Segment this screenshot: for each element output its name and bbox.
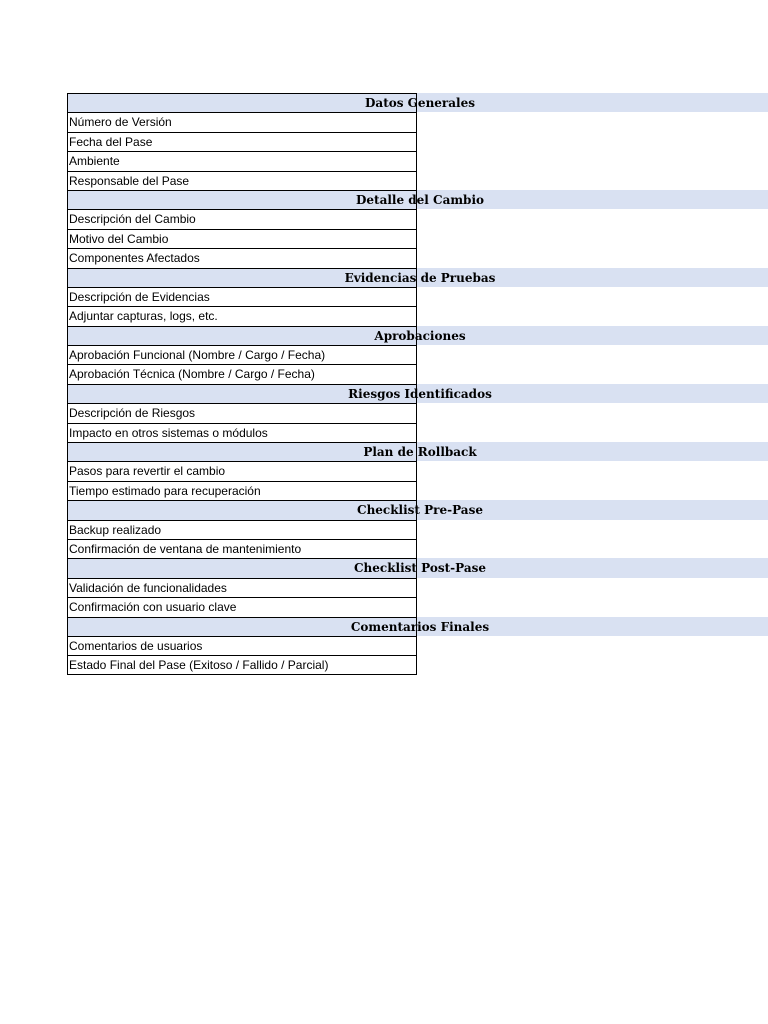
item-label-cell[interactable]: Motivo del Cambio — [67, 229, 417, 248]
section-header-row — [67, 190, 768, 209]
item-label-cell[interactable]: Descripción de Riesgos — [67, 403, 417, 422]
item-row — [67, 461, 768, 480]
section-title-wrap — [68, 94, 768, 112]
item-label-cell[interactable]: Descripción de Evidencias — [67, 287, 417, 306]
item-label-cell[interactable]: Estado Final del Pase (Exitoso / Fallido / Parcial) — [67, 655, 417, 674]
item-row — [67, 655, 768, 674]
section-header-cell[interactable] — [67, 442, 477, 461]
item-row — [67, 520, 768, 539]
section-title-wrap — [68, 385, 768, 403]
item-row — [67, 229, 768, 248]
item-label-cell[interactable]: Componentes Afectados — [67, 248, 417, 267]
section-title: Plan de Rollback — [363, 445, 477, 460]
section-title-wrap — [68, 443, 768, 461]
section-header-row — [67, 558, 768, 577]
item-label-cell[interactable]: Número de Versión — [67, 112, 417, 131]
item-label-cell[interactable]: Responsable del Pase — [67, 171, 417, 190]
section-header-cell[interactable] — [67, 617, 490, 636]
item-row — [67, 578, 768, 597]
item-label-cell[interactable]: Ambiente — [67, 151, 417, 170]
item-row — [67, 112, 768, 131]
spreadsheet-table — [67, 93, 768, 675]
section-header-row — [67, 93, 768, 112]
item-label-cell[interactable]: Aprobación Técnica (Nombre / Cargo / Fecha) — [67, 364, 417, 383]
section-title: Detalle del Cambio — [355, 192, 485, 207]
item-label-cell[interactable]: Confirmación de ventana de mantenimiento — [67, 539, 417, 558]
section-header-row — [67, 268, 768, 287]
item-row — [67, 423, 768, 442]
section-header-row — [67, 442, 768, 461]
section-header-cell[interactable] — [67, 93, 475, 112]
item-row — [67, 171, 768, 190]
item-label-cell[interactable]: Backup realizado — [67, 520, 417, 539]
item-label-cell[interactable]: Descripción del Cambio — [67, 209, 417, 228]
item-row — [67, 209, 768, 228]
item-label-cell[interactable]: Fecha del Pase — [67, 132, 417, 151]
item-row — [67, 481, 768, 500]
item-row — [67, 636, 768, 655]
item-label-cell[interactable]: Aprobación Funcional (Nombre / Cargo / Fecha) — [67, 345, 417, 364]
section-header-cell[interactable] — [67, 384, 492, 403]
section-header-row — [67, 617, 768, 636]
section-header-cell[interactable] — [67, 500, 483, 519]
item-row — [67, 306, 768, 325]
section-title-wrap — [68, 327, 768, 345]
section-title: Riesgos Identificados — [348, 386, 492, 401]
section-title-wrap — [68, 618, 768, 636]
section-header-row — [67, 500, 768, 519]
item-row — [67, 151, 768, 170]
section-title-wrap — [68, 191, 768, 209]
item-row — [67, 345, 768, 364]
item-label-cell[interactable]: Impacto en otros sistemas o módulos — [67, 423, 417, 442]
section-title: Datos Generales — [365, 96, 475, 110]
section-header-row — [67, 384, 768, 403]
item-row — [67, 132, 768, 151]
item-row — [67, 364, 768, 383]
item-label-cell[interactable]: Adjuntar capturas, logs, etc. — [67, 306, 417, 325]
item-label-cell[interactable]: Validación de funcionalidades — [67, 578, 417, 597]
section-title: Checklist Pre-Pase — [357, 503, 483, 518]
item-row — [67, 597, 768, 616]
section-title: Comentarios Finales — [350, 619, 490, 634]
item-row — [67, 248, 768, 267]
section-header-cell[interactable] — [67, 190, 485, 209]
section-title: Evidencias de Pruebas — [344, 270, 496, 285]
item-row — [67, 287, 768, 306]
item-label-cell[interactable]: Confirmación con usuario clave — [67, 597, 417, 616]
section-header-cell[interactable] — [67, 558, 486, 577]
section-title-wrap — [68, 559, 768, 577]
section-header-row — [67, 326, 768, 345]
section-header-cell[interactable] — [67, 268, 496, 287]
section-title: Aprobaciones — [374, 328, 466, 343]
item-label-cell[interactable]: Comentarios de usuarios — [67, 636, 417, 655]
section-header-cell[interactable] — [67, 326, 466, 345]
section-title-wrap — [68, 501, 768, 519]
item-row — [67, 539, 768, 558]
item-label-cell[interactable]: Tiempo estimado para recuperación — [67, 481, 417, 500]
item-label-cell[interactable]: Pasos para revertir el cambio — [67, 461, 417, 480]
section-title: Checklist Post-Pase — [354, 561, 486, 576]
item-row — [67, 403, 768, 422]
section-title-wrap — [68, 269, 768, 287]
